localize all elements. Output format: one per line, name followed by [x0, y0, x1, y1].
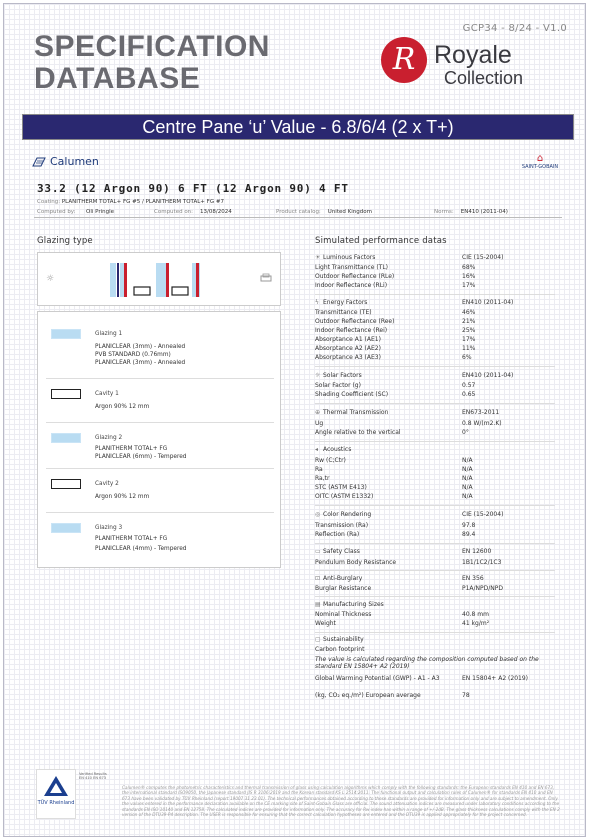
- data-row: (kg, CO₂ eq./m²) European average 78: [315, 692, 470, 699]
- section-title: Solar Factors: [323, 372, 362, 379]
- data-row: STC (ASTM E413) N/A: [315, 484, 473, 491]
- lightning-icon: ϟ: [315, 299, 319, 306]
- divider: [315, 543, 555, 544]
- sustainability-note: The value is calculated regarding the composition computed based on the standard EN 15804+ A2 (2019): [315, 656, 539, 670]
- layer-name: Glazing 2: [95, 435, 123, 441]
- data-row: Rw (C;Ctr) N/A: [315, 457, 473, 464]
- divider: [34, 217, 562, 218]
- cavity-swatch: [51, 389, 81, 399]
- saint-gobain-icon: ⌂: [536, 153, 544, 164]
- data-row: Nominal Thickness 40.8 mm: [315, 611, 489, 618]
- data-row: Absorptance A3 (AE3) 6%: [315, 354, 472, 361]
- calumen-logo: [32, 155, 99, 168]
- divider: [315, 403, 555, 404]
- list-item: [38, 322, 280, 374]
- title-line-2: DATABASE: [34, 62, 201, 95]
- data-row: Burglar Resistance P1A/NPD/NPD: [315, 585, 504, 592]
- glazing-layers-list: [37, 311, 281, 568]
- product-name: 33.2 (12 Argon 90) 6 FT (12 Argon 90) 4 FT: [37, 182, 349, 195]
- logo-collection-text: Collection: [444, 68, 524, 88]
- glass-swatch: [51, 433, 81, 443]
- divider: [315, 596, 555, 597]
- section-title: Color Rendering: [323, 511, 372, 518]
- layer-name: Cavity 2: [95, 481, 119, 487]
- section-standard: CIE (15-2004): [462, 254, 504, 261]
- performance-heading: Simulated performance datas: [315, 236, 447, 246]
- section-burglary: [315, 575, 565, 583]
- tuv-triangle-icon: [42, 774, 70, 798]
- section-title: Acoustics: [323, 446, 352, 453]
- layer-name: Glazing 3: [95, 525, 123, 531]
- data-row: Reflection (Ra) 89.4: [315, 531, 476, 538]
- glazing-diagram: [37, 252, 281, 306]
- leaf-icon: ▢: [315, 636, 321, 643]
- section-title: Anti-Burglary: [323, 575, 363, 582]
- computed-by: [37, 209, 114, 215]
- divider: [46, 378, 274, 379]
- section-acoustics: [315, 446, 565, 454]
- section-solar: [315, 372, 565, 380]
- section-color: [315, 511, 565, 519]
- section-standard: EN410 (2011-04): [462, 299, 514, 306]
- data-row: Absorptance A2 (AE2) 11%: [315, 345, 476, 352]
- section-manufacturing: [315, 601, 565, 609]
- glass-section-drawing: [108, 261, 212, 299]
- saint-gobain-logo: [520, 154, 560, 170]
- layer-detail: Argon 90% 12 mm: [95, 404, 150, 410]
- data-row: Ra,tr N/A: [315, 475, 473, 482]
- layer-detail: PLANITHERM TOTAL+ FG: [95, 446, 168, 452]
- layer-name: Glazing 1: [95, 331, 123, 337]
- data-row: Ra N/A: [315, 466, 473, 473]
- data-row: Weight 41 kg/m²: [315, 620, 490, 627]
- coating-label: Coating:: [37, 199, 61, 205]
- divider: [315, 294, 555, 295]
- computed-on-value: 13/08/2024: [200, 209, 232, 215]
- divider: [315, 441, 555, 442]
- spec-sheet-page: [3, 3, 586, 837]
- section-title: Energy Factors: [323, 299, 368, 306]
- page-title: [34, 31, 270, 95]
- lock-icon: ⊡: [315, 575, 321, 582]
- list-item: [38, 426, 280, 470]
- norms: [434, 209, 508, 215]
- list-item: [38, 516, 280, 560]
- divider: [46, 512, 274, 513]
- section-standard: EN 356: [462, 575, 484, 582]
- computed-on: [154, 209, 232, 215]
- data-row: Global Warming Potential (GWP) - A1 - A3 EN 15804+ A2 (2019): [315, 675, 528, 682]
- product-banner: Centre Pane ‘u’ Value - 6.8/6/4 (2 x T+): [22, 114, 574, 140]
- computed-by-label: Computed by:: [37, 209, 76, 215]
- data-row: Transmission (Ra) 97.8: [315, 522, 476, 529]
- data-row: OITC (ASTM E1332) N/A: [315, 493, 473, 500]
- section-standard: EN673-2011: [462, 409, 500, 416]
- section-title: Safety Class: [323, 548, 360, 555]
- saint-gobain-wordmark: SAINT-GOBAIN: [521, 164, 559, 170]
- section-safety: [315, 548, 565, 556]
- layer-name: Cavity 1: [95, 391, 119, 397]
- section-thermal: [315, 409, 565, 417]
- safety-icon: ▭: [315, 548, 321, 555]
- bulb-icon: ☀: [315, 254, 321, 261]
- data-row: Pendulum Body Resistance 1B1/1C2/1C3: [315, 559, 502, 566]
- logo-royale-text: Royale: [434, 41, 512, 69]
- divider: [315, 570, 555, 571]
- section-title: Thermal Transmission: [323, 409, 389, 416]
- ruler-icon: ▤: [315, 601, 321, 608]
- glass-swatch: [51, 329, 81, 339]
- tuv-label: TÜV Rheinland: [37, 800, 75, 806]
- layer-detail: PLANICLEAR (4mm) - Tempered: [95, 546, 187, 552]
- data-row: Light Transmittance (TL) 68%: [315, 264, 476, 271]
- layer-detail: PVB STANDARD (0.76mm): [95, 352, 171, 358]
- color-icon: ◎: [315, 511, 321, 518]
- section-standard: EN410 (2011-04): [462, 372, 514, 379]
- sun-icon: ☼: [46, 274, 55, 284]
- glazing-heading: Glazing type: [37, 236, 93, 246]
- section-standard: EN 12600: [462, 548, 492, 555]
- title-line-1: SPECIFICATION: [34, 30, 270, 63]
- calumen-icon: [32, 156, 46, 168]
- data-row: Indoor Reflectance (Rei) 25%: [315, 327, 476, 334]
- catalog-label: Product catalog:: [276, 209, 321, 215]
- product-catalog: [276, 209, 372, 215]
- sustainability-subtitle: Carbon footprint: [315, 646, 365, 653]
- divider: [46, 468, 274, 469]
- data-row: Ug 0.8 W/(m2.K): [315, 420, 502, 427]
- footer-disclaimer: Calumen® computes the photometric characteristics and thermal transmission of glass using calculation algorithms which comply with the following standards: the European standards EN 410 and EN 673, the international standard ISO9050, the Japanese standard JIS R 3106:2019 and the Korean standard KS L 2514:2011. The functional output and calculation rules of Calumen® for standards EN 410 and EN 673 have been validated by TÜV Rheinland (report 19007 31 23 01). The technical performances obtained according to these standards are provided for information only and are subject to amendment. Only the values entered in the performance declaration available on the CE marking site of Saint-Gobain Glass are official. The sound attenuation indices are measured under laboratory conditions according to the standards EN ISO 10140 and EN 12758. The calculated indices are provided for information only. The accuracy for Rw index has within a range of +/-2dB. The glass thickness calculations comply with the EN 2 version of the DTU39-P4 description. The USER is responsible for ensuring that the correct calculation hypotheses are entered and the DTU39 is applied appropriately for the project concerned.: [122, 785, 560, 818]
- royale-logo-icon: R: [381, 37, 427, 83]
- section-sustainability: [315, 636, 565, 644]
- tuv-badge: [36, 769, 76, 819]
- glass-swatch: [51, 523, 81, 533]
- computed-by-value: Oli Pringle: [86, 209, 115, 215]
- data-row: Indoor Reflectance (RLi) 17%: [315, 282, 476, 289]
- coating-value: PLANITHERM TOTAL+ FG #5 / PLANITHERM TOTAL+ FG #7: [61, 199, 224, 205]
- sofa-icon: [260, 273, 272, 283]
- data-row: Solar Factor (g) 0.57: [315, 382, 476, 389]
- section-title: Sustainability: [323, 636, 364, 643]
- tuv-badge-text: Verified Results EN 410 EN 673: [79, 772, 107, 781]
- divider: [46, 422, 274, 423]
- list-item: [38, 382, 280, 422]
- layer-detail: PLANITHERM TOTAL+ FG: [95, 536, 168, 542]
- norms-value: EN410 (2011-04): [460, 209, 508, 215]
- sound-icon: ◂: [315, 446, 319, 453]
- thermal-icon: ⊕: [315, 409, 321, 416]
- section-energy: [315, 299, 565, 307]
- cavity-swatch: [51, 479, 81, 489]
- divider: [315, 505, 555, 506]
- data-row: Transmittance (TE) 46%: [315, 309, 476, 316]
- data-row: Outdoor Reflectance (Ree) 21%: [315, 318, 476, 325]
- layer-detail: Argon 90% 12 mm: [95, 494, 150, 500]
- layer-detail: PLANICLEAR (6mm) - Tempered: [95, 454, 187, 460]
- section-title: Manufacturing Sizes: [323, 601, 384, 608]
- section-standard: CIE (15-2004): [462, 511, 504, 518]
- coating-info: [37, 199, 224, 205]
- divider: [315, 632, 555, 633]
- divider: [315, 366, 555, 367]
- layer-detail: PLANICLEAR (3mm) - Annealed: [95, 344, 186, 350]
- data-row: Angle relative to the vertical 0°: [315, 429, 469, 436]
- section-luminous: [315, 254, 565, 262]
- sun-icon: ☼: [315, 372, 321, 379]
- data-row: Absorptance A1 (AE1) 17%: [315, 336, 476, 343]
- computed-on-label: Computed on:: [154, 209, 194, 215]
- catalog-value: United Kingdom: [327, 209, 372, 215]
- data-row: Shading Coefficient (SC) 0.65: [315, 391, 476, 398]
- list-item: [38, 472, 280, 512]
- norms-label: Norms:: [434, 209, 454, 215]
- calumen-wordmark: Calumen: [50, 155, 99, 168]
- document-reference: GCP34 - 8/24 - V1.0: [462, 23, 567, 34]
- layer-detail: PLANICLEAR (3mm) - Annealed: [95, 360, 186, 366]
- section-title: Luminous Factors: [323, 254, 376, 261]
- data-row: Outdoor Reflectance (RLe) 16%: [315, 273, 476, 280]
